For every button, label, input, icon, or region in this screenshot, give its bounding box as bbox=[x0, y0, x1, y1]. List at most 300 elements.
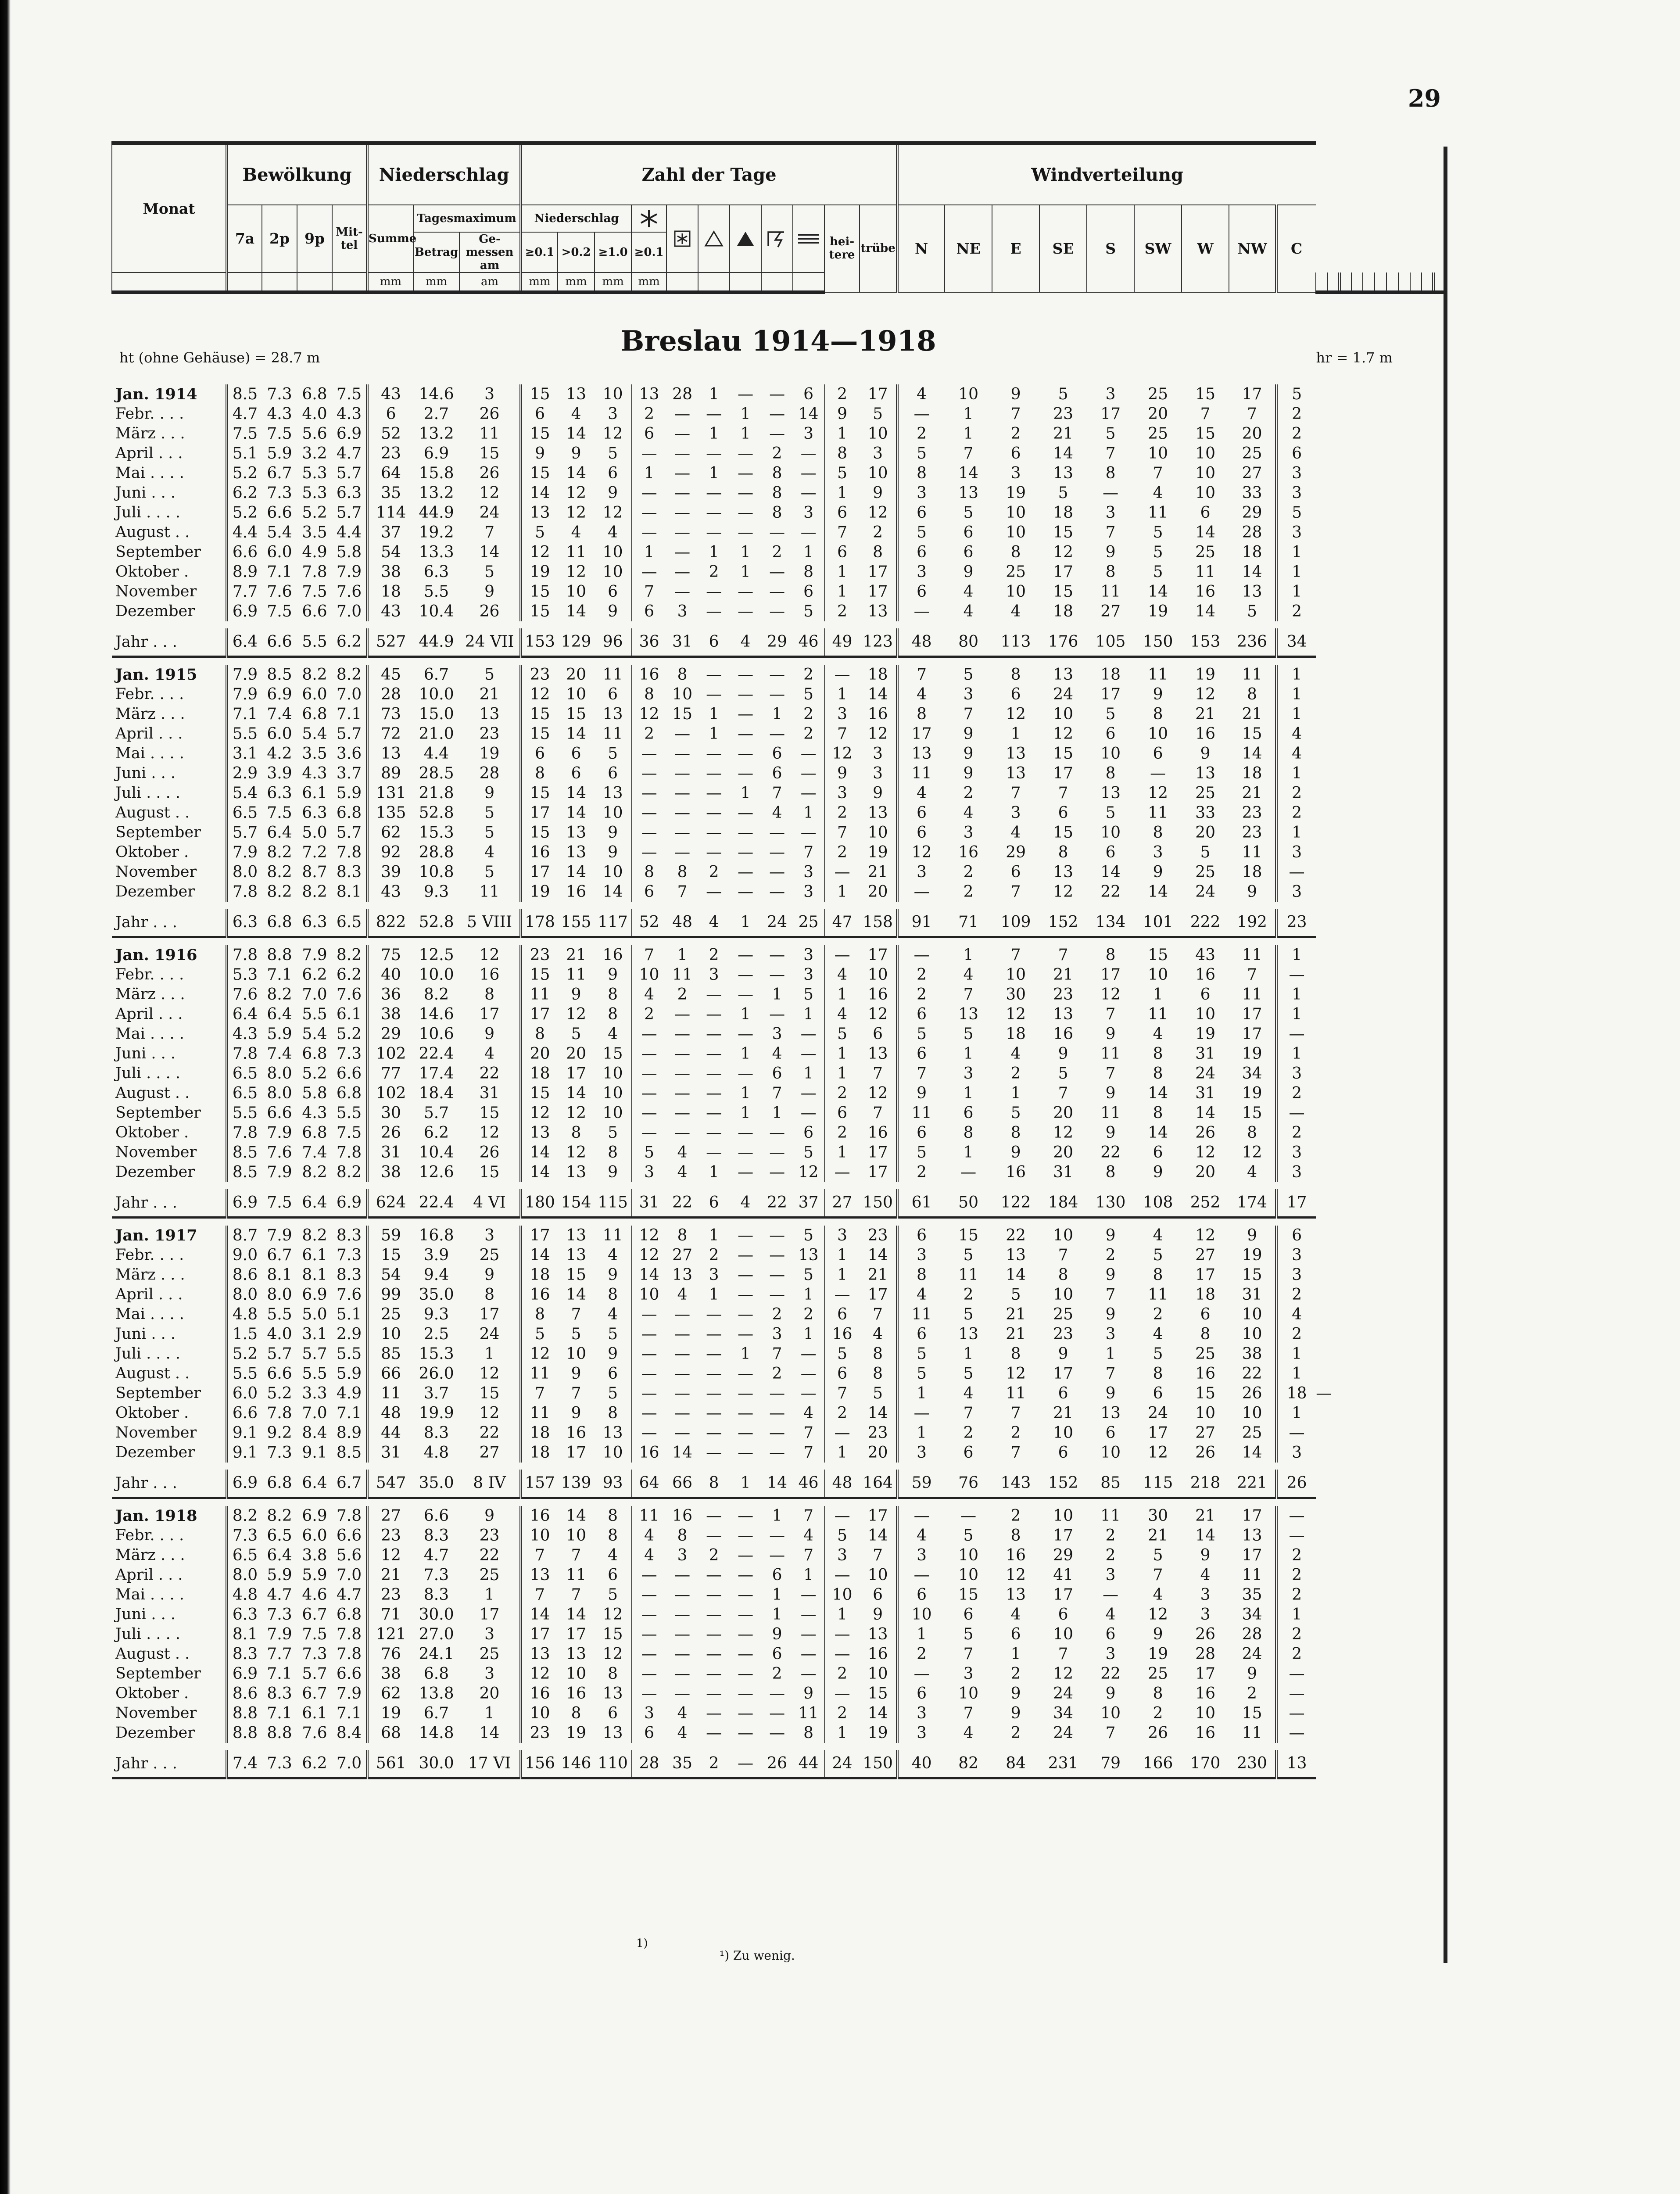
table-cell: — bbox=[1276, 862, 1316, 882]
table-cell: 8.1 bbox=[336, 882, 362, 901]
table-cell: 13 bbox=[1195, 764, 1216, 782]
table-cell: 6.4 bbox=[267, 823, 292, 842]
table-cell: 7 bbox=[521, 1384, 558, 1403]
table-cell: 12 bbox=[867, 1084, 888, 1102]
table-cell: — bbox=[738, 1025, 754, 1043]
table-cell: — bbox=[769, 602, 785, 620]
month-label: Juli . . . . bbox=[115, 1625, 180, 1643]
table-cell: 7.3 bbox=[423, 1566, 449, 1584]
month-row bbox=[112, 1605, 1445, 1624]
table-cell: 7 bbox=[963, 1404, 974, 1422]
table-cell: 3 bbox=[1276, 882, 1316, 902]
table-cell: 7 bbox=[803, 1546, 814, 1564]
table-cell: 3 bbox=[963, 685, 974, 703]
table-cell: 3.5 bbox=[302, 744, 327, 763]
table-cell: 6 bbox=[608, 1364, 618, 1383]
table-cell: 24 bbox=[824, 1750, 860, 1778]
table-cell: 822 bbox=[367, 909, 413, 937]
table-cell: 14 bbox=[566, 724, 586, 743]
table-cell: 17 bbox=[479, 1305, 500, 1323]
month-label: Juni . . . bbox=[115, 1605, 176, 1623]
table-cell: 5 bbox=[897, 1344, 945, 1364]
table-cell: 21 bbox=[1195, 705, 1216, 723]
table-cell: 134 bbox=[1087, 909, 1134, 937]
table-cell: 27 bbox=[1100, 602, 1121, 620]
table-cell: 5 bbox=[608, 444, 618, 462]
table-cell: 8.2 bbox=[227, 1506, 262, 1526]
table-cell: 15 bbox=[867, 1684, 888, 1703]
table-cell: 10 bbox=[1100, 823, 1121, 842]
month-row bbox=[112, 1024, 1445, 1044]
table-cell: 6.2 bbox=[336, 965, 362, 984]
table-cell: 13 bbox=[566, 1163, 586, 1181]
table-cell: 13 bbox=[631, 384, 666, 404]
table-cell: 48 bbox=[666, 909, 698, 937]
table-cell: — bbox=[706, 405, 722, 423]
table-cell: 25 bbox=[1006, 563, 1026, 581]
table-cell: — bbox=[674, 424, 691, 443]
table-cell: 52.8 bbox=[413, 909, 459, 937]
table-cell: — bbox=[674, 1423, 691, 1442]
table-cell: 6 bbox=[1276, 1226, 1316, 1245]
table-cell: — bbox=[631, 1605, 666, 1624]
table-cell: 11 bbox=[602, 724, 623, 743]
table-cell: 1 bbox=[824, 562, 860, 582]
table-cell: 8 bbox=[1010, 1526, 1021, 1545]
table-cell: — bbox=[706, 1064, 722, 1083]
table-cell: 13 bbox=[672, 1265, 692, 1284]
table-cell: 5 bbox=[1276, 503, 1316, 523]
table-cell: 2 bbox=[709, 946, 719, 964]
table-cell: 21 bbox=[1148, 1526, 1168, 1545]
table-cell: 4 bbox=[824, 965, 860, 985]
table-cell: — bbox=[674, 1404, 691, 1422]
table-cell: 2 bbox=[1276, 783, 1316, 803]
table-cell: — bbox=[800, 464, 817, 482]
table-cell: 12 bbox=[566, 1005, 586, 1023]
table-cell: 24 bbox=[479, 503, 500, 522]
table-cell: 1 bbox=[1276, 823, 1316, 842]
table-cell: 7 bbox=[963, 1704, 974, 1722]
month-label: Jan. 1918 bbox=[115, 1506, 197, 1525]
table-cell: 35 bbox=[367, 483, 413, 503]
month-row bbox=[112, 1103, 1445, 1123]
table-cell: 102 bbox=[367, 1083, 413, 1103]
table-cell: 3 bbox=[1200, 1585, 1211, 1604]
table-cell: 14 bbox=[761, 1470, 793, 1498]
block-spacer-row bbox=[112, 656, 1445, 665]
table-cell: 4 bbox=[963, 965, 974, 984]
table-cell: 9 bbox=[803, 1684, 814, 1703]
table-cell: 14 bbox=[566, 602, 586, 620]
table-cell: 6.0 bbox=[302, 685, 327, 703]
niederschlag-sub-header: Niederschlag bbox=[521, 205, 631, 232]
table-cell: 1 bbox=[963, 1344, 974, 1363]
table-cell: 184 bbox=[1039, 1189, 1087, 1218]
month-label: Juni . . . bbox=[115, 764, 176, 782]
month-label: Febr. . . . bbox=[115, 685, 184, 703]
table-cell: 1 bbox=[824, 1723, 860, 1743]
table-cell: 3 bbox=[1200, 1605, 1211, 1624]
table-cell: — bbox=[769, 1285, 785, 1304]
table-cell: 6.2 bbox=[423, 1123, 449, 1142]
table-cell: 13 bbox=[867, 1625, 888, 1643]
table-cell: 8 bbox=[484, 985, 495, 1004]
table-cell: 527 bbox=[367, 628, 413, 657]
month-label: April . . . bbox=[115, 1566, 183, 1584]
table-cell: 9 bbox=[608, 1163, 618, 1181]
month-row bbox=[112, 1403, 1445, 1423]
table-cell: 15 bbox=[367, 1245, 413, 1265]
table-cell: 113 bbox=[992, 628, 1039, 657]
table-cell: 21 bbox=[367, 1565, 413, 1585]
table-cell: 34 bbox=[1053, 1704, 1074, 1722]
table-cell: 14 bbox=[867, 1704, 888, 1722]
month-row bbox=[112, 1585, 1445, 1605]
table-cell: 7.8 bbox=[227, 882, 262, 902]
block-spacer-cell bbox=[112, 1778, 1316, 1786]
table-cell: 6 bbox=[367, 404, 413, 424]
table-cell: 10 bbox=[602, 1104, 623, 1122]
table-cell: 6.6 bbox=[302, 602, 327, 620]
month-row bbox=[112, 483, 1445, 503]
table-cell: 7.0 bbox=[336, 602, 362, 620]
table-cell: 1 bbox=[824, 1265, 860, 1285]
table-cell: 13 bbox=[1053, 1005, 1074, 1023]
month-label: Jan. 1914 bbox=[115, 385, 197, 403]
table-cell: 68 bbox=[367, 1723, 413, 1743]
table-cell: — bbox=[897, 1664, 945, 1684]
table-cell: 11 bbox=[521, 1403, 558, 1423]
table-cell: 1 bbox=[824, 483, 860, 503]
table-cell: 22 bbox=[1100, 1664, 1121, 1683]
table-cell: 9 bbox=[1105, 1226, 1116, 1244]
table-cell: 89 bbox=[367, 764, 413, 783]
table-cell: 9 bbox=[963, 724, 974, 743]
table-cell: 4 bbox=[608, 1546, 618, 1564]
table-cell: 2 bbox=[772, 1364, 782, 1383]
table-cell: 7.8 bbox=[267, 1404, 292, 1422]
month-label: September bbox=[115, 1104, 201, 1122]
table-cell: 9.3 bbox=[423, 882, 449, 901]
table-cell: 2 bbox=[1276, 602, 1316, 621]
table-cell: 5.4 bbox=[302, 1025, 327, 1043]
table-cell: 139 bbox=[558, 1470, 595, 1498]
table-cell: 11 bbox=[798, 1704, 819, 1722]
table-cell: 8 bbox=[1153, 1265, 1163, 1284]
table-cell: 1 bbox=[631, 542, 666, 562]
table-cell: 3 bbox=[1010, 464, 1021, 482]
table-cell: 22.4 bbox=[419, 1044, 454, 1063]
table-cell: 6 bbox=[772, 764, 782, 782]
table-cell: 2 bbox=[709, 1546, 719, 1564]
table-cell: — bbox=[769, 1265, 785, 1284]
table-cell: 14 bbox=[1242, 744, 1262, 763]
table-cell: 25 bbox=[1148, 385, 1168, 403]
month-row bbox=[112, 523, 1445, 542]
table-cell: 4 bbox=[677, 1704, 688, 1722]
table-cell: 3 bbox=[484, 1226, 495, 1244]
table-cell: 25 bbox=[479, 1246, 500, 1264]
table-cell: 4 bbox=[1153, 1226, 1163, 1244]
table-cell: 8 bbox=[608, 1005, 618, 1023]
table-cell: 13 bbox=[1242, 582, 1262, 601]
block-spacer-cell bbox=[112, 1498, 1316, 1506]
month-label: November bbox=[115, 582, 197, 600]
table-cell: — bbox=[631, 1423, 666, 1443]
table-cell: — bbox=[738, 602, 754, 620]
table-cell: 12 bbox=[479, 1123, 500, 1142]
table-cell: 3 bbox=[897, 562, 945, 582]
table-cell: 4 bbox=[1105, 1605, 1116, 1624]
table-cell: 8 bbox=[608, 1526, 618, 1545]
table-cell: 3 bbox=[963, 1664, 974, 1683]
table-cell: 9 bbox=[571, 444, 581, 462]
table-cell: — bbox=[631, 1083, 666, 1103]
table-cell: 10 bbox=[566, 1526, 586, 1545]
table-cell: 9 bbox=[1247, 1226, 1257, 1244]
table-cell: 5.7 bbox=[423, 1104, 449, 1122]
table-cell: 5.0 bbox=[302, 1305, 327, 1323]
table-cell: 14 bbox=[566, 784, 586, 802]
table-cell: 12 bbox=[521, 1664, 558, 1684]
table-cell: 9 bbox=[608, 965, 618, 984]
table-cell: 16 bbox=[1006, 1163, 1026, 1181]
table-cell: 4 bbox=[608, 523, 618, 541]
table-cell: 6 bbox=[963, 523, 974, 541]
table-cell: 6.7 bbox=[302, 1684, 327, 1703]
table-cell: 13 bbox=[958, 1005, 979, 1023]
month-label: Oktober . bbox=[115, 843, 189, 861]
table-cell: 6 bbox=[824, 1103, 860, 1123]
table-cell: — bbox=[706, 665, 722, 684]
table-cell: 2 bbox=[803, 705, 814, 723]
table-cell: — bbox=[674, 823, 691, 842]
table-cell: 5.5 bbox=[297, 628, 332, 657]
table-cell: 13 bbox=[1100, 1404, 1121, 1422]
table-cell: 12 bbox=[1006, 705, 1026, 723]
table-cell: 21 bbox=[1053, 424, 1074, 443]
table-cell: 17 bbox=[867, 385, 888, 403]
wind-se-header: SE bbox=[1039, 205, 1087, 292]
table-cell: 6 bbox=[1010, 444, 1021, 462]
table-cell: — bbox=[674, 1084, 691, 1102]
table-cell: 8.3 bbox=[267, 1684, 292, 1703]
table-cell: — bbox=[631, 1644, 666, 1664]
table-cell: 4 bbox=[608, 1025, 618, 1043]
month-row bbox=[112, 1123, 1445, 1143]
unit-empty bbox=[1340, 272, 1351, 292]
table-cell: 4 bbox=[631, 1545, 666, 1565]
table-cell: 164 bbox=[860, 1470, 897, 1498]
table-cell: 23 bbox=[479, 724, 500, 743]
table-cell: 4.6 bbox=[302, 1585, 327, 1604]
table-cell: 17 bbox=[1100, 685, 1121, 703]
table-cell: — bbox=[769, 724, 785, 743]
table-cell: 18 bbox=[1100, 665, 1121, 684]
table-cell: 6.4 bbox=[267, 1546, 292, 1564]
table-cell: 7 bbox=[571, 1305, 581, 1323]
table-cell: 10.0 bbox=[419, 685, 454, 703]
table-cell: 12 bbox=[566, 503, 586, 522]
table-cell: 9 bbox=[1105, 1305, 1116, 1323]
table-cell: 9 bbox=[1010, 1143, 1021, 1162]
table-cell: 9 bbox=[571, 985, 581, 1004]
table-cell: 7 bbox=[897, 1064, 945, 1083]
table-cell: 8 bbox=[571, 1123, 581, 1142]
table-cell: 75 bbox=[367, 945, 413, 965]
table-cell: — bbox=[824, 665, 860, 685]
month-label: Jahr . . . bbox=[112, 628, 227, 657]
table-cell: — bbox=[674, 1585, 691, 1604]
table-cell: 8.8 bbox=[267, 1724, 292, 1742]
table-cell: 45 bbox=[367, 665, 413, 685]
table-cell: 24 bbox=[1053, 1724, 1074, 1742]
table-cell: 14 bbox=[867, 685, 888, 703]
table-cell: 6.5 bbox=[227, 803, 262, 823]
table-cell: 27 bbox=[1195, 1423, 1216, 1442]
table-cell: 15 bbox=[1242, 1104, 1262, 1122]
table-cell: 76 bbox=[945, 1470, 992, 1498]
table-cell: 1 bbox=[772, 705, 782, 723]
table-cell: 8.5 bbox=[227, 384, 262, 404]
table-cell: 18 bbox=[521, 1443, 558, 1463]
table-cell: 5.0 bbox=[302, 823, 327, 842]
table-cell: 8 bbox=[897, 1265, 945, 1285]
table-cell: 9 bbox=[608, 484, 618, 502]
table-cell: 9 bbox=[484, 1025, 495, 1043]
table-cell: 6.9 bbox=[423, 444, 449, 462]
table-cell: 8 bbox=[1247, 685, 1257, 703]
threshold-snow: ≥0.1 bbox=[631, 232, 666, 272]
table-cell: 5 bbox=[631, 1143, 666, 1162]
table-cell: 14 bbox=[1148, 582, 1168, 601]
table-cell: 1 bbox=[963, 1044, 974, 1063]
table-cell: 8 bbox=[1153, 1104, 1163, 1122]
table-cell: 50 bbox=[945, 1189, 992, 1218]
table-cell: 17 bbox=[521, 1624, 558, 1644]
table-cell: 30 bbox=[1148, 1506, 1168, 1525]
table-cell: 7 bbox=[571, 1384, 581, 1402]
table-cell: 8.2 bbox=[336, 1163, 362, 1181]
wind-ne-header: NE bbox=[945, 205, 992, 292]
table-cell: 4.9 bbox=[302, 543, 327, 561]
table-cell: 5.6 bbox=[302, 424, 327, 443]
table-cell: 6 bbox=[608, 685, 618, 703]
table-cell: 6.9 bbox=[336, 424, 362, 443]
table-cell: 7 bbox=[484, 523, 495, 541]
table-cell: 15 bbox=[521, 463, 558, 483]
table-cell: 52 bbox=[367, 424, 413, 444]
table-cell: 2 bbox=[824, 1664, 860, 1684]
table-cell: 4.7 bbox=[267, 1585, 292, 1604]
table-cell: 8 bbox=[1153, 1044, 1163, 1063]
table-cell: — bbox=[674, 744, 691, 763]
table-cell: 15 bbox=[521, 602, 558, 621]
table-cell: 4 bbox=[897, 783, 945, 803]
table-cell: 3 bbox=[1105, 1645, 1116, 1663]
table-cell: 8.4 bbox=[336, 1724, 362, 1742]
table-cell: 17 bbox=[1242, 1506, 1262, 1525]
table-cell: 12 bbox=[602, 503, 623, 522]
table-cell: 29 bbox=[761, 628, 793, 657]
month-label: März . . . bbox=[115, 985, 185, 1003]
table-cell: 36 bbox=[367, 985, 413, 1004]
table-cell: 6 bbox=[772, 1645, 782, 1663]
table-cell: 3.5 bbox=[302, 523, 327, 541]
table-cell: — bbox=[674, 1305, 691, 1323]
table-cell: 146 bbox=[558, 1750, 595, 1778]
unit-empty bbox=[666, 272, 698, 292]
table-cell: 14 bbox=[1195, 1526, 1216, 1545]
table-cell: — bbox=[769, 1005, 785, 1023]
table-cell: — bbox=[738, 444, 754, 462]
table-cell: 4 bbox=[608, 1246, 618, 1264]
table-cell: 5 bbox=[897, 1143, 945, 1162]
table-cell: 17 bbox=[521, 1004, 558, 1024]
table-cell: 1 bbox=[484, 1704, 495, 1722]
month-row bbox=[112, 1305, 1445, 1324]
table-cell: 8 bbox=[1010, 665, 1021, 684]
table-cell: 10 bbox=[602, 863, 623, 881]
table-cell: 2 bbox=[1105, 1246, 1116, 1264]
table-cell: — bbox=[824, 1285, 860, 1305]
table-cell: 13 bbox=[566, 1645, 586, 1663]
table-cell: 6 bbox=[803, 582, 814, 601]
table-cell: 7 bbox=[1010, 882, 1021, 901]
month-row bbox=[112, 724, 1445, 744]
month-label: August . . bbox=[115, 803, 190, 821]
table-cell: 4 VI bbox=[459, 1189, 521, 1218]
table-cell: 6.2 bbox=[332, 628, 367, 657]
table-cell: — bbox=[800, 1605, 817, 1624]
table-cell: 62 bbox=[367, 1684, 413, 1703]
month-row bbox=[112, 665, 1445, 685]
table-cell: — bbox=[800, 523, 817, 541]
table-cell: 11 bbox=[897, 1305, 945, 1324]
table-cell: 77 bbox=[367, 1064, 413, 1083]
table-cell: — bbox=[631, 562, 666, 582]
table-cell: 7 bbox=[873, 1064, 883, 1083]
table-cell: 5 bbox=[1105, 705, 1116, 723]
table-cell: 1 bbox=[803, 803, 814, 822]
table-cell: 13 bbox=[602, 1423, 623, 1442]
table-cell: 12 bbox=[1053, 1664, 1074, 1683]
table-cell: 14 bbox=[631, 1265, 666, 1285]
table-cell: 22 bbox=[666, 1189, 698, 1218]
table-cell: 5 bbox=[484, 823, 495, 842]
niederschlag-header: Niederschlag bbox=[367, 143, 521, 205]
table-cell: 6.8 bbox=[336, 803, 362, 822]
table-cell: 2 bbox=[772, 1664, 782, 1683]
table-cell: 16 bbox=[867, 985, 888, 1004]
table-cell: 10 bbox=[521, 1703, 558, 1723]
table-cell: 131 bbox=[367, 783, 413, 803]
table-cell: 8.2 bbox=[423, 985, 449, 1004]
table-cell: 19 bbox=[1242, 1084, 1262, 1102]
table-cell: — bbox=[769, 665, 785, 684]
table-cell: 15 bbox=[521, 965, 558, 985]
table-cell: 14 bbox=[1100, 863, 1121, 881]
table-cell: 1 bbox=[824, 985, 860, 1004]
table-cell: 1 bbox=[740, 1344, 751, 1363]
month-row bbox=[112, 602, 1445, 621]
table-cell: 15 bbox=[1242, 1704, 1262, 1722]
table-cell: 28 bbox=[1242, 523, 1262, 541]
table-cell: — bbox=[674, 543, 691, 561]
month-row bbox=[112, 1423, 1445, 1443]
table-cell: 9 bbox=[1153, 863, 1163, 881]
